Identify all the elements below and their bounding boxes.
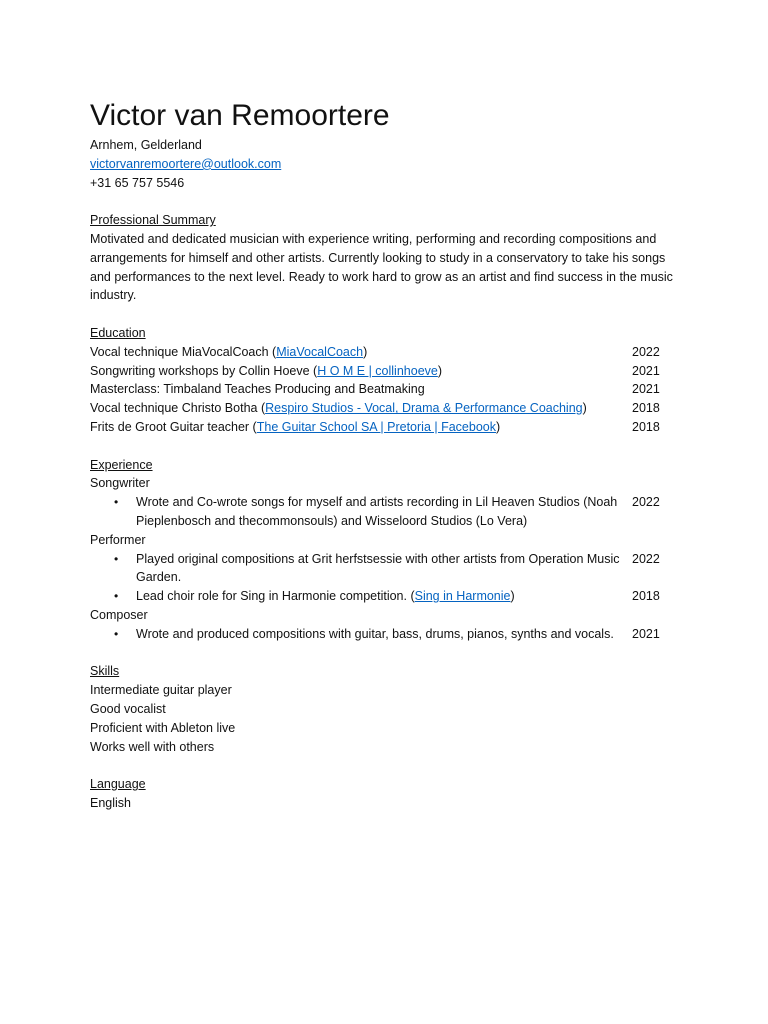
experience-bullet [90, 587, 678, 606]
language-item: English [90, 795, 131, 810]
education-item-suffix: ) [496, 419, 501, 434]
skill-item: Good vocalist [90, 701, 166, 716]
experience-bullet-text: Wrote and produced compositions with guitar, bass, drums, pianos, synths and vocals. [136, 626, 614, 641]
skill-item: Proficient with Ableton live [90, 720, 236, 735]
applicant-name: Victor van Remoortere [90, 99, 390, 132]
experience-bullet-suffix: ) [510, 589, 515, 604]
experience-bullet [90, 550, 678, 588]
experience-year: 2022 [632, 495, 660, 510]
experience-year: 2022 [632, 551, 660, 566]
education-item-text: Frits de Groot Guitar teacher ( [90, 419, 257, 434]
summary-heading: Professional Summary [90, 213, 216, 228]
experience-bullet [90, 625, 678, 644]
role-title-songwriter: Songwriter [90, 476, 150, 491]
skill-item: Works well with others [90, 739, 215, 754]
bullet-icon: • [114, 551, 119, 566]
summary-text: Motivated and dedicated musician with experience writing, performing and recording compositions and arrangements for himself and other artists. Currently looking to study in a conservatory to take his songs and performances to the next level. Ready to work hard to grow as an artist and find success in the music industry. [90, 231, 673, 303]
bullet-icon: • [114, 589, 119, 604]
education-year: 2018 [632, 401, 660, 416]
role-title-performer: Performer [90, 532, 146, 547]
bullet-icon: • [114, 626, 119, 641]
bullet-icon: • [114, 495, 119, 510]
experience-bullet [90, 493, 678, 531]
experience-year: 2021 [632, 626, 660, 641]
education-link-respiro-studios[interactable]: Respiro Studios - Vocal, Drama & Performance Coaching [265, 401, 583, 416]
education-year: 2022 [632, 344, 660, 359]
skills-heading: Skills [90, 664, 120, 679]
experience-heading: Experience [90, 457, 153, 472]
resume-content [90, 96, 678, 813]
education-item-suffix: ) [437, 363, 443, 378]
experience-bullet-text: Played original compositions at Grit herfstsessie with other artists from Operation Music Garden. [136, 551, 620, 585]
education-item [90, 418, 678, 437]
experience-year: 2018 [632, 589, 660, 604]
education-item-text: Vocal technique MiaVocalCoach ( [90, 344, 277, 359]
email-link[interactable]: victorvanremoortere@outlook.com [90, 156, 282, 171]
experience-bullet-text: Wrote and Co-wrote songs for myself and artists recording in Lil Heaven Studios (Noah Pieplenbosch and thecommonsouls) and Wisseloord Studios (Lo Vera) [136, 495, 618, 528]
education-item [90, 399, 678, 418]
experience-bullet-text: Lead choir role for Sing in Harmonie competition. ( [136, 589, 415, 604]
education-item [90, 380, 678, 399]
education-item-text: Vocal technique Christo Botha ( [90, 401, 266, 416]
education-heading: Education [90, 325, 146, 340]
education-year: 2018 [632, 419, 660, 434]
education-link-collinhoeve[interactable]: H O M E | collinhoeve [317, 363, 438, 378]
role-title-composer: Composer [90, 607, 148, 622]
education-link-guitar-school[interactable]: The Guitar School SA | Pretoria | Facebook [256, 419, 496, 434]
education-year: 2021 [632, 363, 660, 378]
education-item-text: Masterclass: Timbaland Teaches Producing and Beatmaking [90, 382, 425, 397]
education-list [90, 343, 678, 437]
sing-in-harmonie-link[interactable]: Sing in Harmonie [414, 589, 511, 604]
education-item-text: Songwriting workshops by Collin Hoeve ( [90, 363, 318, 378]
education-item [90, 343, 678, 362]
education-item [90, 362, 678, 381]
education-item-suffix: ) [363, 344, 368, 359]
language-heading: Language [90, 777, 146, 792]
location-text: Arnhem, Gelderland [90, 138, 202, 152]
education-item-suffix: ) [582, 401, 587, 416]
skill-item: Intermediate guitar player [90, 683, 232, 698]
education-link-miavocalcoach[interactable]: MiaVocalCoach [276, 344, 364, 359]
education-year: 2021 [632, 382, 660, 397]
phone-text: +31 65 757 5546 [90, 175, 185, 190]
